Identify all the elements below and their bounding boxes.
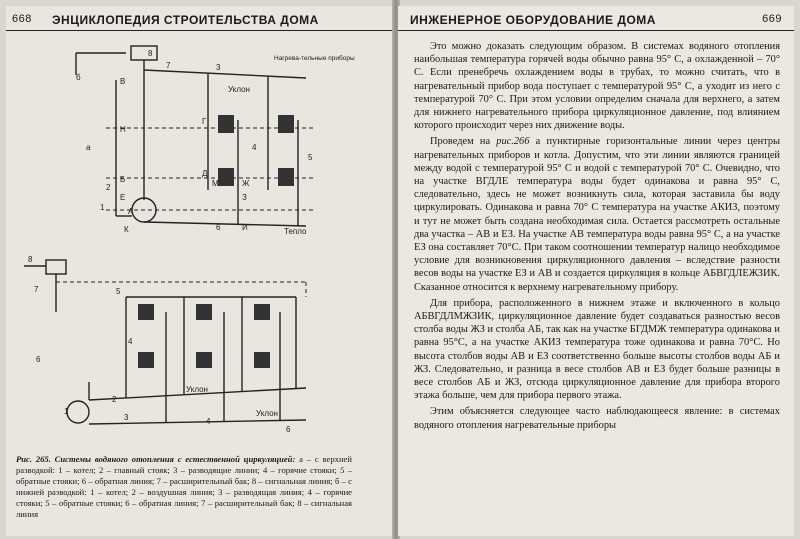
svg-text:6: 6 [286, 425, 291, 434]
right-header-title: ИНЖЕНЕРНОЕ ОБОРУДОВАНИЕ ДОМА [410, 13, 656, 27]
svg-text:Е: Е [120, 193, 126, 202]
boiler-b [67, 401, 89, 423]
svg-text:5: 5 [116, 287, 121, 296]
svg-text:Д: Д [202, 169, 208, 178]
return-line-b [89, 420, 306, 424]
svg-text:1: 1 [100, 203, 105, 212]
right-page-number: 669 [762, 13, 782, 25]
svg-text:5: 5 [308, 153, 313, 162]
heater-lower-2 [278, 168, 294, 186]
svg-text:Ж: Ж [242, 179, 250, 188]
paragraph-3: Для прибора, расположенного в нижнем этаже и включенного в кольцо АБВГДЛМЖЗИК, циркуляционное давление будет создаваться разностью весов столба воды ЖЗ и столба АБ, так как на участке БГДМЖ температура одинакова и равна 95°С, а на участке АКИЗ температура тоже одинакова и равна 70°С. Но высота столбов воды АВ и ЕЗ соответственно больше высоты столбов воды АБ и ЖЗ. Следовательно, и разница в весе столбов АВ и ЕЗ будет больше разницы в весе столбов АБ и ЖЗ, отсюда циркуляционное давление для прибора второго этажа больше, чем для прибора первого этажа. [414, 297, 780, 402]
fig-a-teplo: Тепло [284, 227, 307, 236]
fig-a-heaters-label: Нагрева-тельные приборы [274, 55, 355, 62]
left-page-number: 668 [12, 13, 32, 25]
figure-caption [16, 454, 352, 520]
svg-text:2: 2 [106, 183, 111, 192]
svg-text:4: 4 [206, 417, 211, 426]
figure-a-diagram [16, 40, 355, 236]
fig-b-uklon-2: Уклон [256, 409, 278, 418]
svg-text:7: 7 [34, 285, 39, 294]
svg-text:Г: Г [202, 117, 207, 126]
svg-text:В: В [120, 77, 126, 86]
fig-b-uklon-1: Уклон [186, 385, 208, 394]
right-running-head [398, 10, 794, 31]
left-header-title: ЭНЦИКЛОПЕДИЯ СТРОИТЕЛЬСТВА ДОМА [52, 13, 319, 27]
caption-text: а – с верхней разводкой: 1 – котел; 2 – главный стояк; 3 – разводящие линии; 4 – горячие стояки; 5 – обратные стояки; 6 – обратная линия; 7 – расширительный бак; 8 – сигнальная линия; б – с нижней разводкой: 1 – котел; 2 – воздушная линия; 3 – разводящая линия; 4 – горячие стояки; 5 – обратные стояки; 6 – обратная линия; 7 – расширительный бак; 8 – сигнальная линия [16, 454, 352, 519]
fig-a-uklon: Уклон [228, 85, 250, 94]
svg-text:8: 8 [28, 255, 33, 264]
svg-text:4: 4 [252, 143, 257, 152]
svg-text:3: 3 [216, 63, 221, 72]
svg-text:а: а [86, 143, 91, 152]
heater-lower-1 [218, 168, 234, 186]
svg-text:7: 7 [166, 61, 171, 70]
return-line [144, 222, 306, 226]
svg-text:Б: Б [120, 175, 126, 184]
svg-text:3: 3 [124, 413, 129, 422]
svg-text:6: 6 [36, 355, 41, 364]
svg-text:4: 4 [128, 337, 133, 346]
heater-upper-2 [278, 115, 294, 133]
svg-text:И: И [242, 223, 248, 232]
figure-b-diagram [16, 252, 334, 442]
svg-text:М: М [212, 179, 219, 188]
right-page [398, 6, 794, 536]
svg-text:8: 8 [148, 49, 153, 58]
expansion-tank [131, 46, 157, 60]
supply-line [144, 70, 306, 78]
svg-text:З: З [242, 193, 247, 202]
heater-upper-1 [218, 115, 234, 133]
expansion-tank-b [46, 260, 66, 274]
left-running-head [6, 10, 394, 31]
svg-text:6: 6 [216, 223, 221, 232]
paragraph-4: Этим объясняется следующее часто наблюдающееся явление: в системах водяного отопления нагревательные приборы [414, 406, 780, 431]
svg-text:б: б [76, 73, 81, 82]
svg-text:2: 2 [112, 395, 117, 404]
paragraph-2: Проведем на рис.266 а пунктирные горизонтальные линии через центры нагревательных приборов и котла. Допустим, что эти линии являются границей между водой с температурой 95° С и водой с температурой 70° С. Очевидно, что на участке ВГДЛЕ температура воды будет одинакова и равна 95° С, следовательно, здесь не может возникнуть сила, которая заставила бы воду циркулировать. Одинакова и равна 70° С температура на участке АКИЗ, поэтому и тут не может быть создана необходимая сила. Остается рассмотреть остальные два участка – АВ и ЕЗ. На участке АВ температура воды равна 95° С, а на участке ЕЗ она составляет 70°С. При таком соотношении температур налицо необходимое условие для возникновения циркуляционного давления – вследствие разности весов воды на участке ЕЗ и АВ и создается циркуляция в кольце АБВГДЛЕЖЗИК. Сказанное относится к верхнему нагревательному прибору. [414, 136, 780, 293]
svg-text:1: 1 [64, 407, 69, 416]
paragraph-1: Это можно доказать следующим образом. В системах водяного отопления наибольшая температура горячей воды обычно равна 95° С, а охлажденной – 70° С. Если пренебречь охлаждением воды в трубах, то можно считать, что в нагревательный прибор вода поступает с температурой 95° С, а уходит из него с температурой 70° С. При этом условии определим сначала для верхнего, а затем для нижнего нагревательного прибора циркуляционное давление, под влиянием которого происходит через них движение воды. [414, 41, 780, 132]
svg-text:К: К [124, 225, 129, 234]
left-page [6, 6, 395, 536]
caption-lead: Рис. 265. Системы водяного отопления с естественной циркуляцией: [16, 454, 296, 464]
svg-text:Н: Н [120, 125, 126, 134]
body-text [414, 40, 780, 435]
svg-text:А: А [128, 207, 134, 216]
figure-reference: рис.266 [496, 136, 530, 148]
